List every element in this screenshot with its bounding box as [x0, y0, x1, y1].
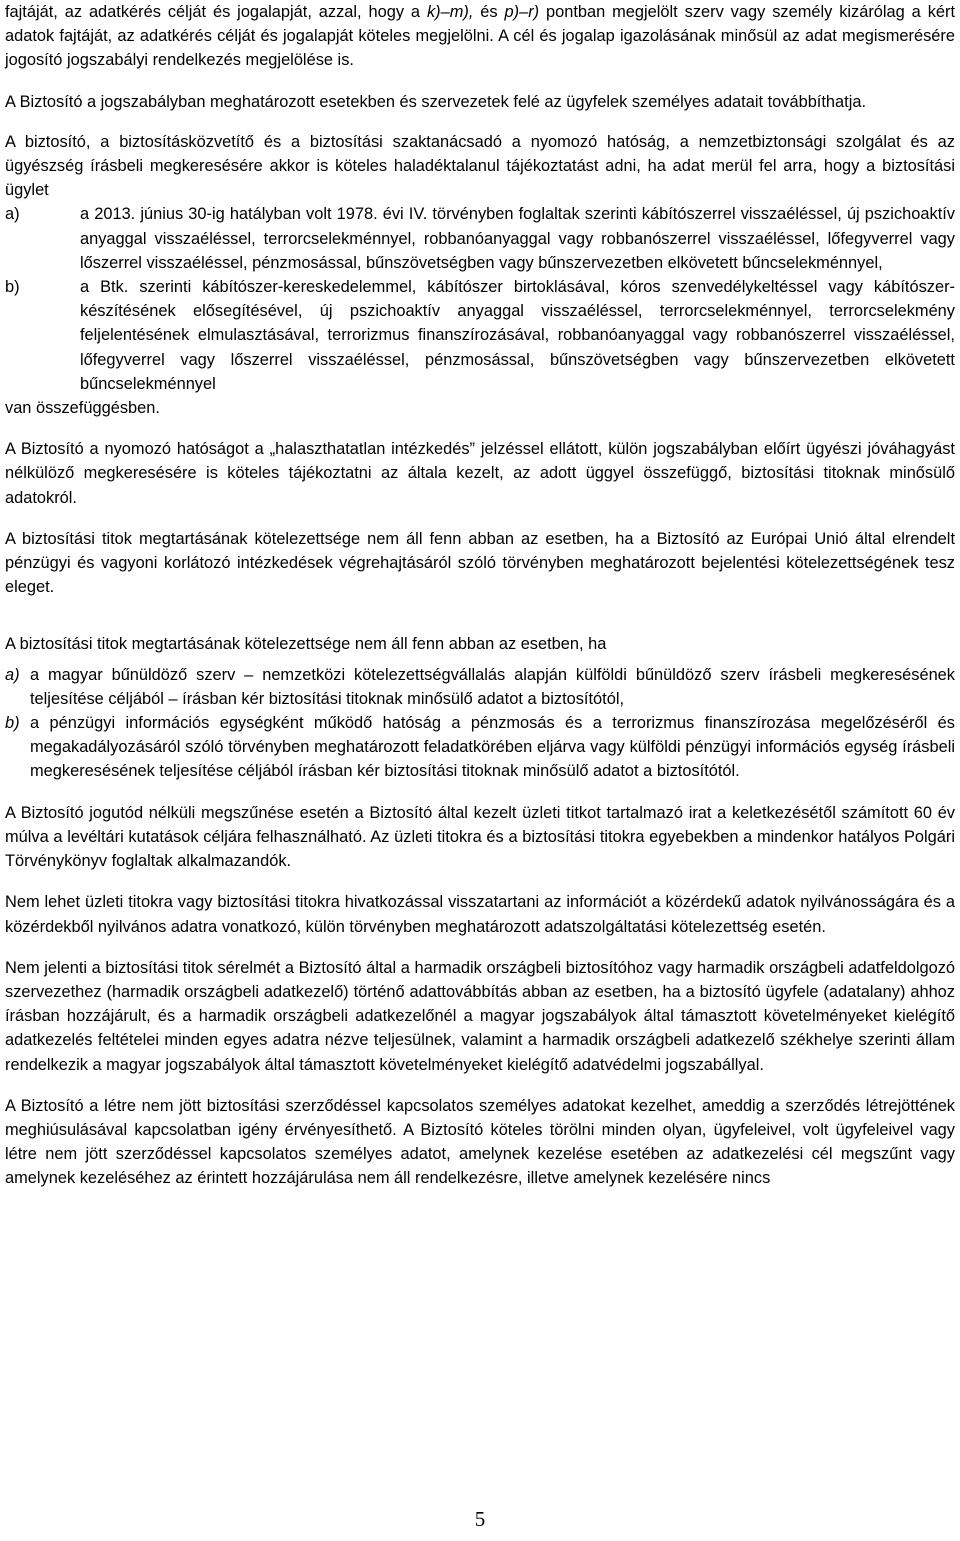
list-item-text: a pénzügyi információs egységként működő hatóság a pénzmosás és a terrorizmus finanszírozása megelőzéséről és megakadályozásáról szóló törvényben meghatározott feladatkörében eljárva vagy külföldi pénzügyi információs egység írásbeli megkeresésének teljesítése céljából írásban kér biztosítási titoknak minősülő adatot a biztosítótól. [30, 714, 955, 781]
page-number: 5 [474, 1507, 486, 1531]
paragraph-4: A Biztosító a nyomozó hatóságot a „halaszthatatlan intézkedés” jelzéssel ellátott, külön jogszabályban előírt ügyészi jóváhagyást nélkülöző megkeresésére is köteles tájékoztatni az általa kezelt, az adott üggyel összefüggő, biztosítási titoknak minősülő adatokról. [5, 440, 955, 507]
list-item-b [5, 711, 955, 784]
paragraph-6-intro: A biztosítási titok megtartásának kötelezettsége nem áll fenn abban az esetben, ha [5, 635, 607, 654]
list-item-a [5, 663, 955, 711]
paragraph-5: A biztosítási titok megtartásának kötelezettsége nem áll fenn abban az esetben, ha a Biztosító az Európai Unió által elrendelt pénzügyi és vagyoni korlátozó intézkedések végrehajtásáról szóló törvényben meghatározott bejelentési kötelezettségének tesz eleget. [5, 529, 955, 597]
paragraph-3-outro: van összefüggésben. [5, 399, 160, 418]
list-item-a [5, 202, 955, 275]
list-item-text: a 2013. június 30-ig hatályban volt 1978. évi IV. törvényben foglaltak szerinti kábítószerrel visszaéléssel, új pszichoaktív anyaggal visszaéléssel, terrorcselekménnyel, robbanóanyaggal vagy robbanószerrel visszaéléssel, lőfegyverrel vagy lőszerrel visszaéléssel, pénzmosással, bűnszövetségben vagy bűnszervezetben elkövetett bűncselekménnyel, [80, 205, 955, 272]
list-marker: a) [5, 665, 20, 684]
document-page [5, 0, 955, 1191]
paragraph-2: A Biztosító a jogszabályban meghatározott esetekben és szervezetek felé az ügyfelek személyes adatait továbbíthatja. [5, 92, 867, 111]
paragraph-7: A Biztosító jogutód nélküli megszűnése esetén a Biztosító által kezelt üzleti titkot tartalmazó irat a keletkezésétől számított 60 év múlva a levéltári kutatások céljára felhasználható. Az üzleti titokra és a biztosítási titokra egyebekben a mindenkor hatályos Polgári Törvénykönyv foglaltak alkalmazandók. [5, 803, 955, 871]
paragraph-9: Nem jelenti a biztosítási titok sérelmét a Biztosító által a harmadik országbeli biztosítóhoz vagy harmadik országbeli adatfeldolgozó szervezethez (harmadik országbeli adatkezelő) történő adattovábbítás abban az esetben, ha a biztosító ügyfele (adatalany) ahhoz írásban hozzájárult, és a harmadik országbeli adatkezelőnél a magyar jogszabályok által támasztott követelményeket kielégítő adatkezelés feltételei minden egyes adatra nézve teljesülnek, valamint a harmadik országbeli adatkezelő székhelye szerinti állam rendelkezik a magyar jogszabályok által támasztott követelményeket kielégítő adatvédelmi jogszabállyal. [5, 958, 955, 1074]
emphasis-p-r: p)–r) [504, 3, 540, 21]
list-marker: b) [5, 714, 20, 733]
list-item-text: a magyar bűnüldöző szerv – nemzetközi kötelezettségvállalás alapján külföldi bűnüldöző szerv írásbeli megkeresésének teljesítése céljából – írásban kér biztosítási titoknak minősülő adatot a biztosítótól, [30, 665, 955, 708]
list-item-text: a Btk. szerinti kábítószer-kereskedelemmel, kábítószer birtoklásával, kóros szenvedélykeltéssel vagy kábítószer-készítésének elősegítésével, új pszichoaktív anyaggal visszaéléssel, terrorcselekménnyel, terrorcselekmény feljelentésének elmulasztásával, terrorizmus finanszírozásával, robbanóanyaggal vagy robbanószerrel visszaéléssel, lőfegyverrel vagy lőszerrel visszaéléssel, pénzmosással, bűnszövetségben vagy bűnszervezetben elkövetett bűncselekménnyel [80, 278, 955, 393]
emphasis-k-m: k)–m), [426, 3, 474, 21]
list-marker: b) [5, 278, 20, 297]
paragraph-10: A Biztosító a létre nem jött biztosítási szerződéssel kapcsolatos személyes adatokat kezelhet, ameddig a szerződés létrejöttének meghiúsulásával kapcsolatban igény érvényesíthető. A Biztosító köteles törölni minden olyan, ügyfeleivel, volt ügyfeleivel vagy létre nem jött szerződéssel kapcsolatos személyes adatot, amelynek kezelése esetében az adatkezelési cél megszűnt vagy amelynek kezeléséhez az érintett hozzájárulása nem áll rendelkezésre, illetve amelynek kezelésére nincs [5, 1096, 955, 1188]
list-item-b [5, 275, 955, 396]
paragraph-8: Nem lehet üzleti titokra vagy biztosítási titokra hivatkozással visszatartani az információt a közérdekű adatok nyilvánosságára és a közérdekből nyilvános adatra vonatkozó, külön törvényben meghatározott adatszolgáltatási kötelezettség esetén. [5, 893, 955, 936]
list-marker: a) [5, 205, 20, 224]
paragraph-3-intro: A biztosító, a biztosításközvetítő és a biztosítási szaktanácsadó a nyomozó hatóság, a nemzetbiztonsági szolgálat és az ügyészség írásbeli megkeresésére akkor is köteles haladéktalanul tájékoztatást adni, ha adat merül fel arra, hogy a biztosítási ügylet [5, 132, 955, 200]
paragraph-1: fajtáját, az adatkérés célját és jogalapját, azzal, hogy a k)–m), és p)–r) pontban megjelölt szerv vagy személy kizárólag a kért adatok fajtáját, az adatkérés célját és jogalapját köteles megjelölni. A cél és jogalap igazolásának minősül az adat megismerésére jogosító jogszabályi rendelkezés megjelölése is. [5, 3, 956, 70]
